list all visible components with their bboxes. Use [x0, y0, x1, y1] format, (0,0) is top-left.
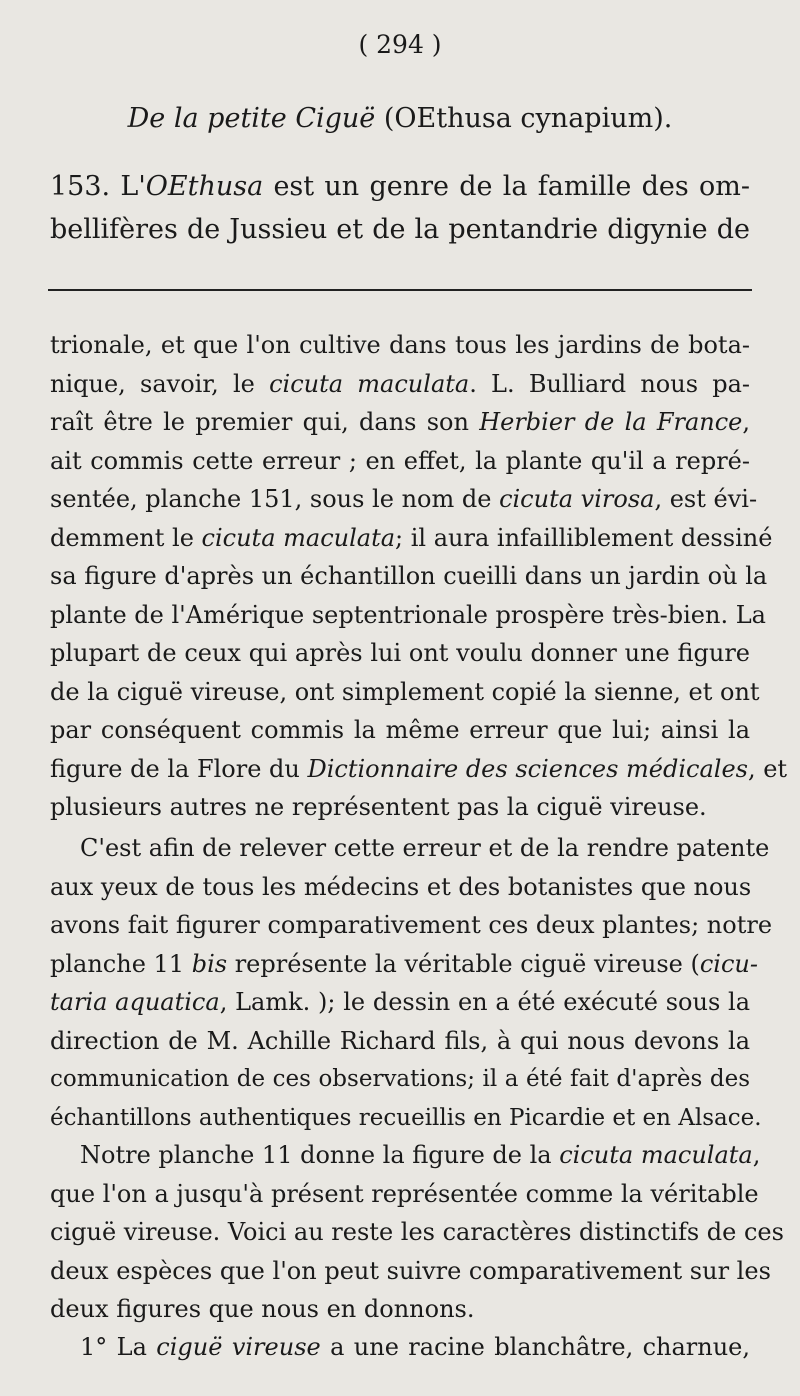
- text-run: ciguë vireuse. Voici au reste les caractères distinctifs de ces: [50, 1218, 784, 1246]
- text-run: plusieurs autres ne représentent pas la ciguë vireuse.: [50, 793, 707, 821]
- text-line: [50, 1289, 750, 1329]
- text-line: [50, 1212, 784, 1252]
- text-line: [50, 325, 750, 365]
- text-run: . L. Bulliard nous pa-: [469, 369, 751, 398]
- italic-run: cicu-: [699, 949, 758, 978]
- text-line: [50, 210, 750, 250]
- text-run: figure de la Flore du: [50, 754, 308, 783]
- text-run: deux espèces que l'on peut suivre comparativement sur les: [50, 1256, 771, 1285]
- text-line: [50, 749, 788, 789]
- text-line: [50, 1098, 762, 1138]
- text-run: C'est afin de relever cette erreur et de la rendre patente: [80, 834, 770, 862]
- italic-run: cicuta maculata: [559, 1141, 753, 1169]
- text-line: [50, 672, 760, 712]
- text-run: nique, savoir, le: [50, 369, 270, 398]
- page-number: ( 294 ): [358, 30, 442, 59]
- text-run: représente la véritable ciguë vireuse (: [227, 949, 700, 978]
- text-line: [50, 710, 750, 750]
- text-line: [50, 867, 750, 907]
- text-run: plupart de ceux qui après lui ont voulu donner une figure: [50, 639, 750, 667]
- text-line: [50, 944, 758, 984]
- text-run: ,: [752, 1141, 761, 1169]
- text-run: planche 11: [50, 949, 192, 978]
- text-line: [50, 518, 773, 558]
- italic-run: Herbier de la France: [479, 408, 743, 436]
- text-run: , est évi-: [654, 485, 758, 513]
- text-line: [50, 787, 750, 827]
- text-line: [50, 1059, 750, 1099]
- text-run: avons fait figurer comparativement ces deux plantes; notre: [50, 911, 773, 939]
- section-title: [0, 103, 800, 134]
- text-run: 153. L': [50, 171, 146, 202]
- text-run: bellifères de Jussieu et de la pentandrie digynie de: [50, 214, 750, 245]
- text-line: [50, 364, 750, 404]
- text-run: par conséquent commis la même erreur que lui; ainsi la: [50, 716, 750, 744]
- text-line: [50, 1021, 750, 1061]
- italic-run: OEthusa: [145, 171, 264, 202]
- text-line: [80, 1135, 761, 1175]
- italic-run: cicuta virosa: [499, 485, 655, 513]
- section-title-latin: (OEthusa cynapium).: [383, 103, 673, 134]
- footnote-separator-rule: [48, 289, 752, 291]
- text-line: [50, 982, 750, 1022]
- text-run: sa figure d'après un échantillon cueilli dans un jardin où la: [50, 562, 768, 590]
- text-run: a une racine blanchâtre, charnue,: [320, 1333, 751, 1361]
- text-run: raît être le premier qui, dans son: [50, 408, 480, 436]
- section-title-italic: De la petite Ciguë: [127, 103, 376, 134]
- text-line: [50, 905, 773, 945]
- text-run: de la ciguë vireuse, ont simplement copié la sienne, et ont: [50, 677, 760, 706]
- text-run: échantillons authentiques recueillis en Picardie et en Alsace.: [50, 1104, 762, 1131]
- text-run: plante de l'Amérique septentrionale prospère très-bien. La: [50, 600, 766, 629]
- text-line: [50, 1174, 759, 1214]
- text-run: ait commis cette erreur ; en effet, la plante qu'il a repré-: [50, 446, 750, 475]
- text-line: [50, 1251, 771, 1291]
- text-line: [80, 828, 770, 868]
- italic-run: cicuta maculata: [201, 523, 396, 552]
- text-line: [50, 402, 750, 442]
- text-run: demment le: [50, 523, 202, 552]
- text-run: 1° La: [80, 1333, 157, 1361]
- text-run: aux yeux de tous les médecins et des botanistes que nous: [50, 872, 752, 901]
- text-line: [80, 1327, 750, 1367]
- text-run: que l'on a jusqu'à présent représentée comme la véritable: [50, 1179, 759, 1208]
- text-line: [50, 167, 750, 207]
- italic-run: Dictionnaire des sciences médicales: [307, 754, 748, 783]
- text-line: [50, 595, 766, 635]
- text-run: Notre planche 11 donne la figure de la: [80, 1141, 560, 1169]
- text-run: ; il aura infailliblement dessiné: [395, 523, 773, 552]
- text-line: [50, 479, 758, 519]
- text-run: sentée, planche 151, sous le nom de: [50, 485, 500, 513]
- text-run: direction de M. Achille Richard fils, à qui nous devons la: [50, 1026, 750, 1055]
- text-line: [50, 441, 750, 481]
- italic-run: cicuta maculata: [269, 369, 470, 398]
- text-run: trionale, et que l'on cultive dans tous les jardins de bota-: [50, 331, 750, 359]
- italic-run: ciguë vireuse: [156, 1333, 321, 1361]
- text-line: [50, 633, 750, 673]
- italic-run: taria aquatica: [50, 988, 220, 1016]
- text-line: [50, 556, 768, 596]
- text-run: , Lamk. ); le dessin en a été exécuté sous la: [219, 988, 751, 1016]
- text-run: ,: [742, 408, 750, 436]
- italic-run: bis: [191, 949, 228, 978]
- text-run: , et: [747, 754, 788, 783]
- text-run: deux figures que nous en donnons.: [50, 1295, 475, 1323]
- text-run: communication de ces observations; il a été fait d'après des: [50, 1066, 750, 1092]
- text-run: est un genre de la famille des om-: [263, 171, 750, 202]
